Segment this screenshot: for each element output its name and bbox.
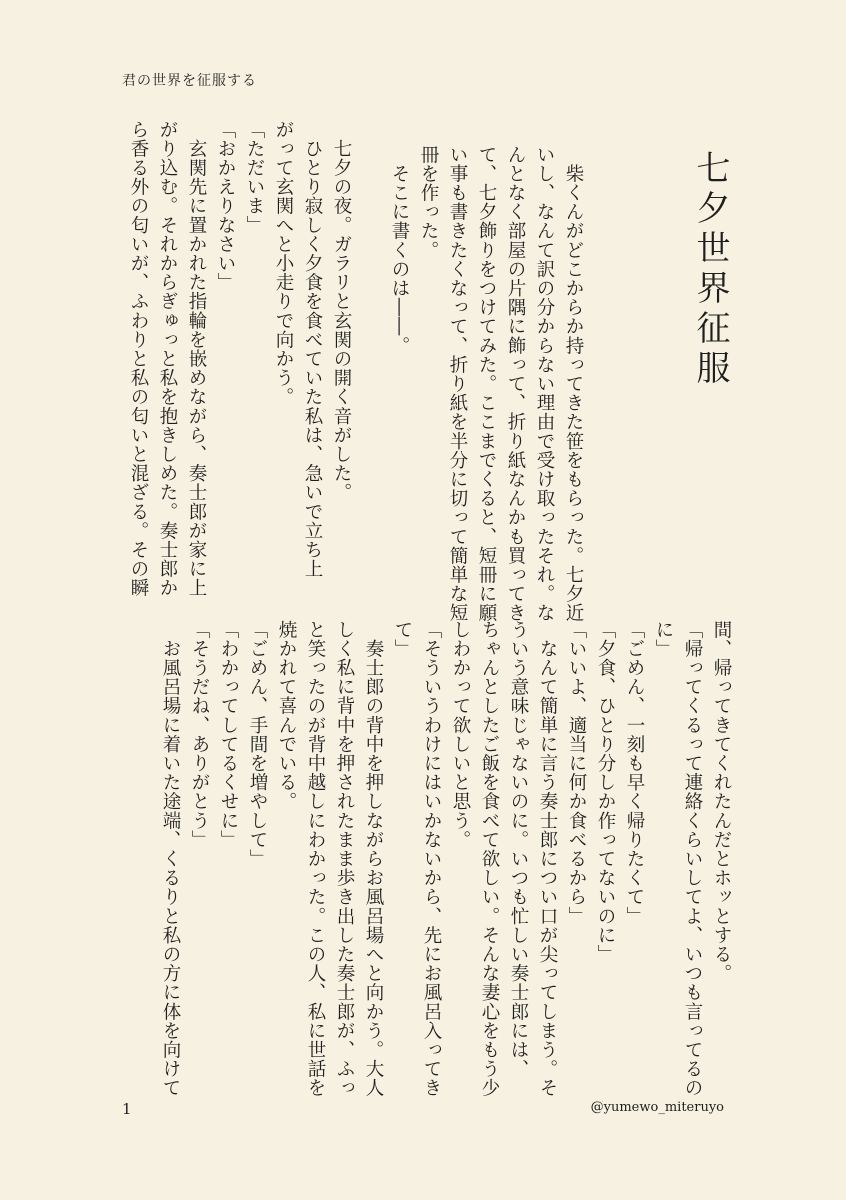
text-line: 「そうだね、ありがとう」 — [189, 620, 210, 850]
text-line: て」 — [392, 620, 413, 659]
author-handle: @yumewo_miteruyo — [590, 1100, 724, 1115]
text-line: 間、帰ってきてくれたんだとホッとする。 — [711, 620, 732, 983]
text-line: 「ただいま」 — [244, 120, 265, 235]
text-line: 柴くんがどこからか持ってきた笹をもらった。七夕近 — [563, 145, 584, 623]
text-line: 「帰ってくるって連絡くらいしてよ、いつも言ってるの — [682, 620, 703, 1098]
text-line: がって玄関へと小走りで向かう。 — [273, 120, 294, 407]
text-line: 冊を作った。 — [418, 145, 439, 260]
text-line: ひとり寂しく夕食を食べていた私は、急いで立ち上 — [302, 120, 323, 579]
text-line: ら香る外の匂いが、ふわりと私の匂いと混ざる。その瞬 — [128, 120, 149, 598]
text-line: 「いいよ、適当に何か食べるから」 — [566, 620, 587, 926]
text-line: 「わかってしてるくせに」 — [218, 620, 239, 850]
story-text-block-top — [124, 120, 356, 598]
text-line: しく私に背中を押されたまま歩き出した奏士郎が、ふっ — [334, 620, 355, 1098]
text-line: ういう意味じゃないのに。いつも忙しい奏士郎には、 — [508, 620, 529, 1079]
text-line: 玄関先に置かれた指輪を嵌めながら、奏士郎が家に上 — [186, 120, 207, 598]
story-text-block-bottom — [156, 620, 736, 1098]
text-line: 「ごめん、一刻も早く帰りたくて」 — [624, 620, 645, 926]
text-line: なんて簡単に言う奏士郎につい口が尖ってしまう。そ — [537, 620, 558, 1098]
text-line: んとなく部屋の片隅に飾って、折り紙なんかも買ってき — [505, 145, 526, 623]
text-line: そこに書くのは――。 — [389, 145, 410, 356]
running-title: 君の世界を征服する — [122, 73, 257, 89]
text-line: に」 — [653, 620, 674, 659]
text-line: がり込む。それからぎゅっと私を抱きしめた。奏士郎か — [157, 120, 178, 598]
page-number: 1 — [122, 1100, 132, 1118]
intro-text-block — [385, 145, 588, 623]
text-line: て、七夕飾りをつけてみた。ここまでくると、短冊に願 — [476, 145, 497, 623]
text-line: ちゃんとしたご飯を食べて欲しい。そんな妻心をもう少 — [479, 620, 500, 1098]
text-line: 「ごめん、手間を増やして」 — [247, 620, 268, 869]
text-line: 「そういうわけにはいかないから、先にお風呂入ってき — [421, 620, 442, 1098]
text-line: 焼かれて喜んでいる。 — [276, 620, 297, 811]
text-line: と笑ったのが背中越しにわかった。この人、私に世話を — [305, 620, 326, 1098]
text-line: い事も書きたくなって、折り紙を半分に切って簡単な短 — [447, 145, 468, 623]
text-line: お風呂場に着いた途端、くるりと私の方に体を向けて — [160, 620, 181, 1098]
chapter-title: 七夕世界征服 — [690, 150, 730, 390]
text-line: しわかって欲しいと思う。 — [450, 620, 471, 850]
text-line: 「夕食、ひとり分しか作ってないのに」 — [595, 620, 616, 964]
text-line: 奏士郎の背中を押しながらお風呂場へと向かう。大人 — [363, 620, 384, 1098]
text-line: いし、なんて訳の分からない理由で受け取ったそれ。な — [534, 145, 555, 623]
text-line: 七夕の夜。ガラリと玄関の開く音がした。 — [331, 120, 352, 502]
text-line: 「おかえりなさい」 — [215, 120, 236, 292]
